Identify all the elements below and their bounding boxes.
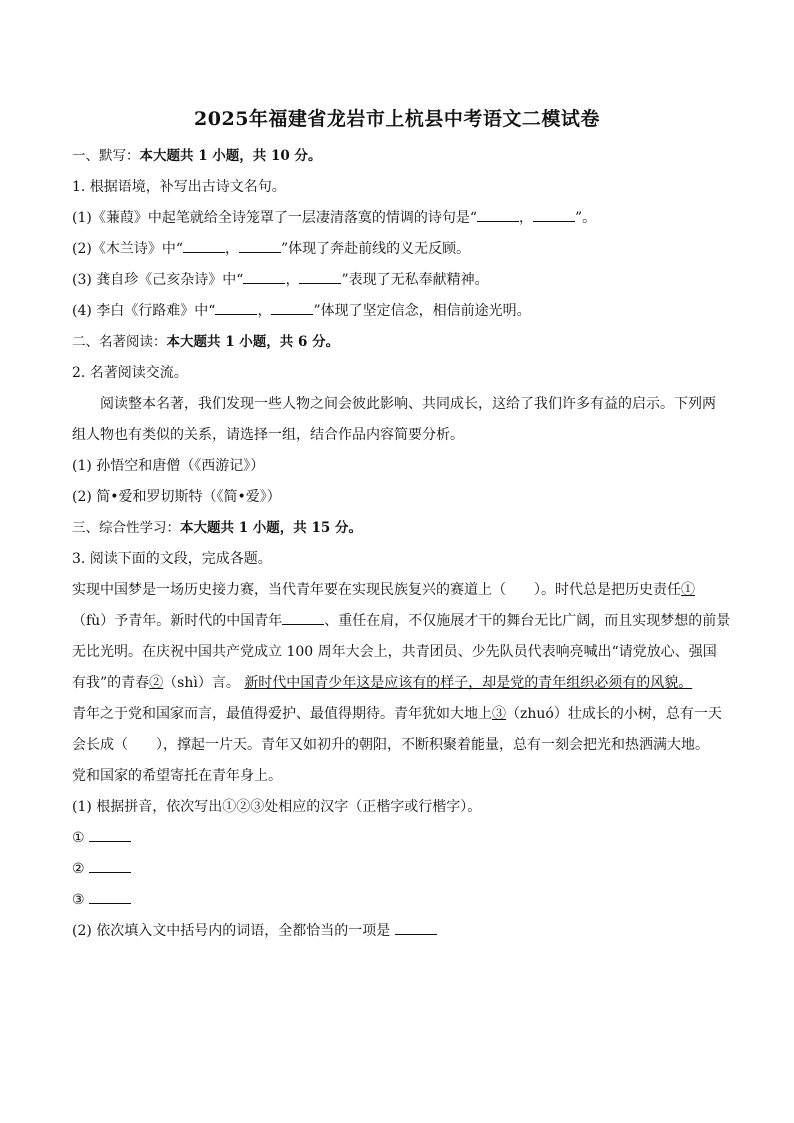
q2-option-2: (2) 简•爱和罗切斯特（《简•爱》） [72, 489, 281, 505]
section-1-label: 一、默写： [72, 148, 140, 164]
q1-item-1 [72, 203, 722, 234]
q1-item-4-post: ”体现了坚定信念，相信前途光明。 [313, 303, 531, 319]
passage-text: 实现中国梦是一场历史接力赛，当代青年要在实现民族复兴的赛道上（ ）。时代总是把历史责任 [72, 582, 681, 598]
answer-blank[interactable] [239, 238, 281, 253]
passage-text: 有我”的青春 [72, 675, 150, 691]
q3-subquestion-2 [72, 916, 722, 947]
passage-text: （zhuó）壮成长的小树，总有一天 [506, 706, 722, 722]
answer-blank[interactable] [89, 858, 131, 873]
passage-line-3: 无比光明。在庆祝中国共产党成立 100 周年大会上，共青团员、少先队员代表响亮喊出“请党放心、强国 [72, 644, 717, 660]
q2-paragraph-line-1: 阅读整本名著，我们发现一些人物之间会彼此影响、共同成长，这给了我们许多有益的启示。下列两 [100, 396, 716, 412]
answer-blank[interactable] [215, 300, 257, 315]
section-2-label: 二、名著阅读： [72, 334, 167, 350]
answer-blank[interactable] [299, 269, 341, 284]
q1-item-2-mid: ， [225, 241, 239, 257]
passage-text: 、重任在肩，不仅施展才干的舞台无比广阔，而且实现梦想的前景 [324, 613, 731, 629]
passage-line-4 [72, 668, 722, 699]
answer-blank[interactable] [282, 610, 324, 625]
passage-line-1 [72, 575, 722, 606]
q1-item-4-mid: ， [257, 303, 272, 319]
q1-item-1-pre: (1)《蒹葭》中起笔就给全诗笼罩了一层凄清落寞的情调的诗句是“ [72, 210, 477, 226]
section-1-desc: 本大题共 1 小题，共 10 分。 [139, 148, 322, 164]
answer-marker: ③ [72, 892, 85, 908]
answer-marker: ② [72, 861, 85, 877]
q1-item-3 [72, 265, 722, 296]
q1-stem: 1. 根据语境，补写出古诗文名句。 [72, 179, 286, 195]
q1-item-1-mid: ， [519, 210, 533, 226]
page-title: 2025年福建省龙岩市上杭县中考语文二模试卷 [194, 108, 600, 130]
q1-item-2-pre: (2)《木兰诗》中“ [72, 241, 183, 257]
answer-blank[interactable] [89, 889, 131, 904]
q1-item-3-mid: ， [285, 272, 300, 288]
section-3-desc: 本大题共 1 小题，共 15 分。 [180, 520, 362, 536]
marker-1: ① [681, 582, 695, 598]
q2-paragraph-line-2: 组人物也有类似的关系，请选择一组，结合作品内容简要分析。 [72, 427, 464, 443]
answer-blank[interactable] [243, 269, 285, 284]
underlined-sentence: 新时代中国青少年这是应该有的样子，却是党的青年组织必须有的风貌。 [244, 675, 693, 691]
answer-marker: ① [72, 830, 85, 846]
q1-item-4-pre: (4) 李白《行路难》中“ [72, 303, 216, 319]
answer-blank[interactable] [533, 207, 575, 222]
marker-3: ③ [492, 706, 506, 722]
q1-item-2 [72, 234, 722, 265]
q3-stem: 3. 阅读下面的文段，完成各题。 [72, 551, 272, 567]
passage-text: （fù）予青年。新时代的中国青年 [72, 613, 283, 629]
answer-blank[interactable] [183, 238, 225, 253]
section-1-header [72, 141, 722, 172]
q3-subquestion-1: (1) 根据拼音，依次写出①②③处相应的汉字（正楷字或行楷字）。 [72, 799, 482, 815]
q1-item-3-pre: (3) 龚自珍《己亥杂诗》中“ [72, 272, 244, 288]
answer-line-3 [72, 885, 722, 916]
section-2-header [72, 327, 722, 358]
answer-blank[interactable] [395, 920, 437, 935]
passage-line-6: 会长成（ ），撑起一片天。青年又如初升的朝阳，不断积聚着能量，总有一刻会把光和热洒满大地。 [72, 737, 709, 753]
passage-text: （shì）言。 [163, 675, 240, 691]
answer-line-1 [72, 823, 722, 854]
section-2-desc: 本大题共 1 小题，共 6 分。 [166, 334, 340, 350]
passage-line-2 [72, 606, 731, 637]
answer-blank[interactable] [477, 207, 519, 222]
q2-stem: 2. 名著阅读交流。 [72, 365, 188, 381]
section-3-header [72, 513, 722, 544]
passage-line-5 [72, 699, 722, 730]
answer-blank[interactable] [271, 300, 313, 315]
section-3-label: 三、综合性学习： [72, 520, 180, 536]
answer-blank[interactable] [89, 827, 131, 842]
marker-2: ② [149, 675, 164, 691]
q1-item-4 [72, 296, 722, 327]
subquestion-text: (2) 依次填入文中括号内的词语，全都恰当的一项是 [72, 923, 391, 939]
q2-option-1: (1) 孙悟空和唐僧（《西游记》） [72, 458, 265, 474]
answer-line-2 [72, 854, 722, 885]
passage-text: 青年之于党和国家而言，最值得爱护、最值得期待。青年犹如大地上 [72, 706, 492, 722]
q1-item-2-post: ”体现了奔赴前线的义无反顾。 [281, 241, 471, 257]
passage-line-7: 党和国家的希望寄托在青年身上。 [72, 768, 282, 784]
q1-item-3-post: ”表现了无私奉献精神。 [341, 272, 489, 288]
q1-item-1-post: ”。 [575, 210, 597, 226]
